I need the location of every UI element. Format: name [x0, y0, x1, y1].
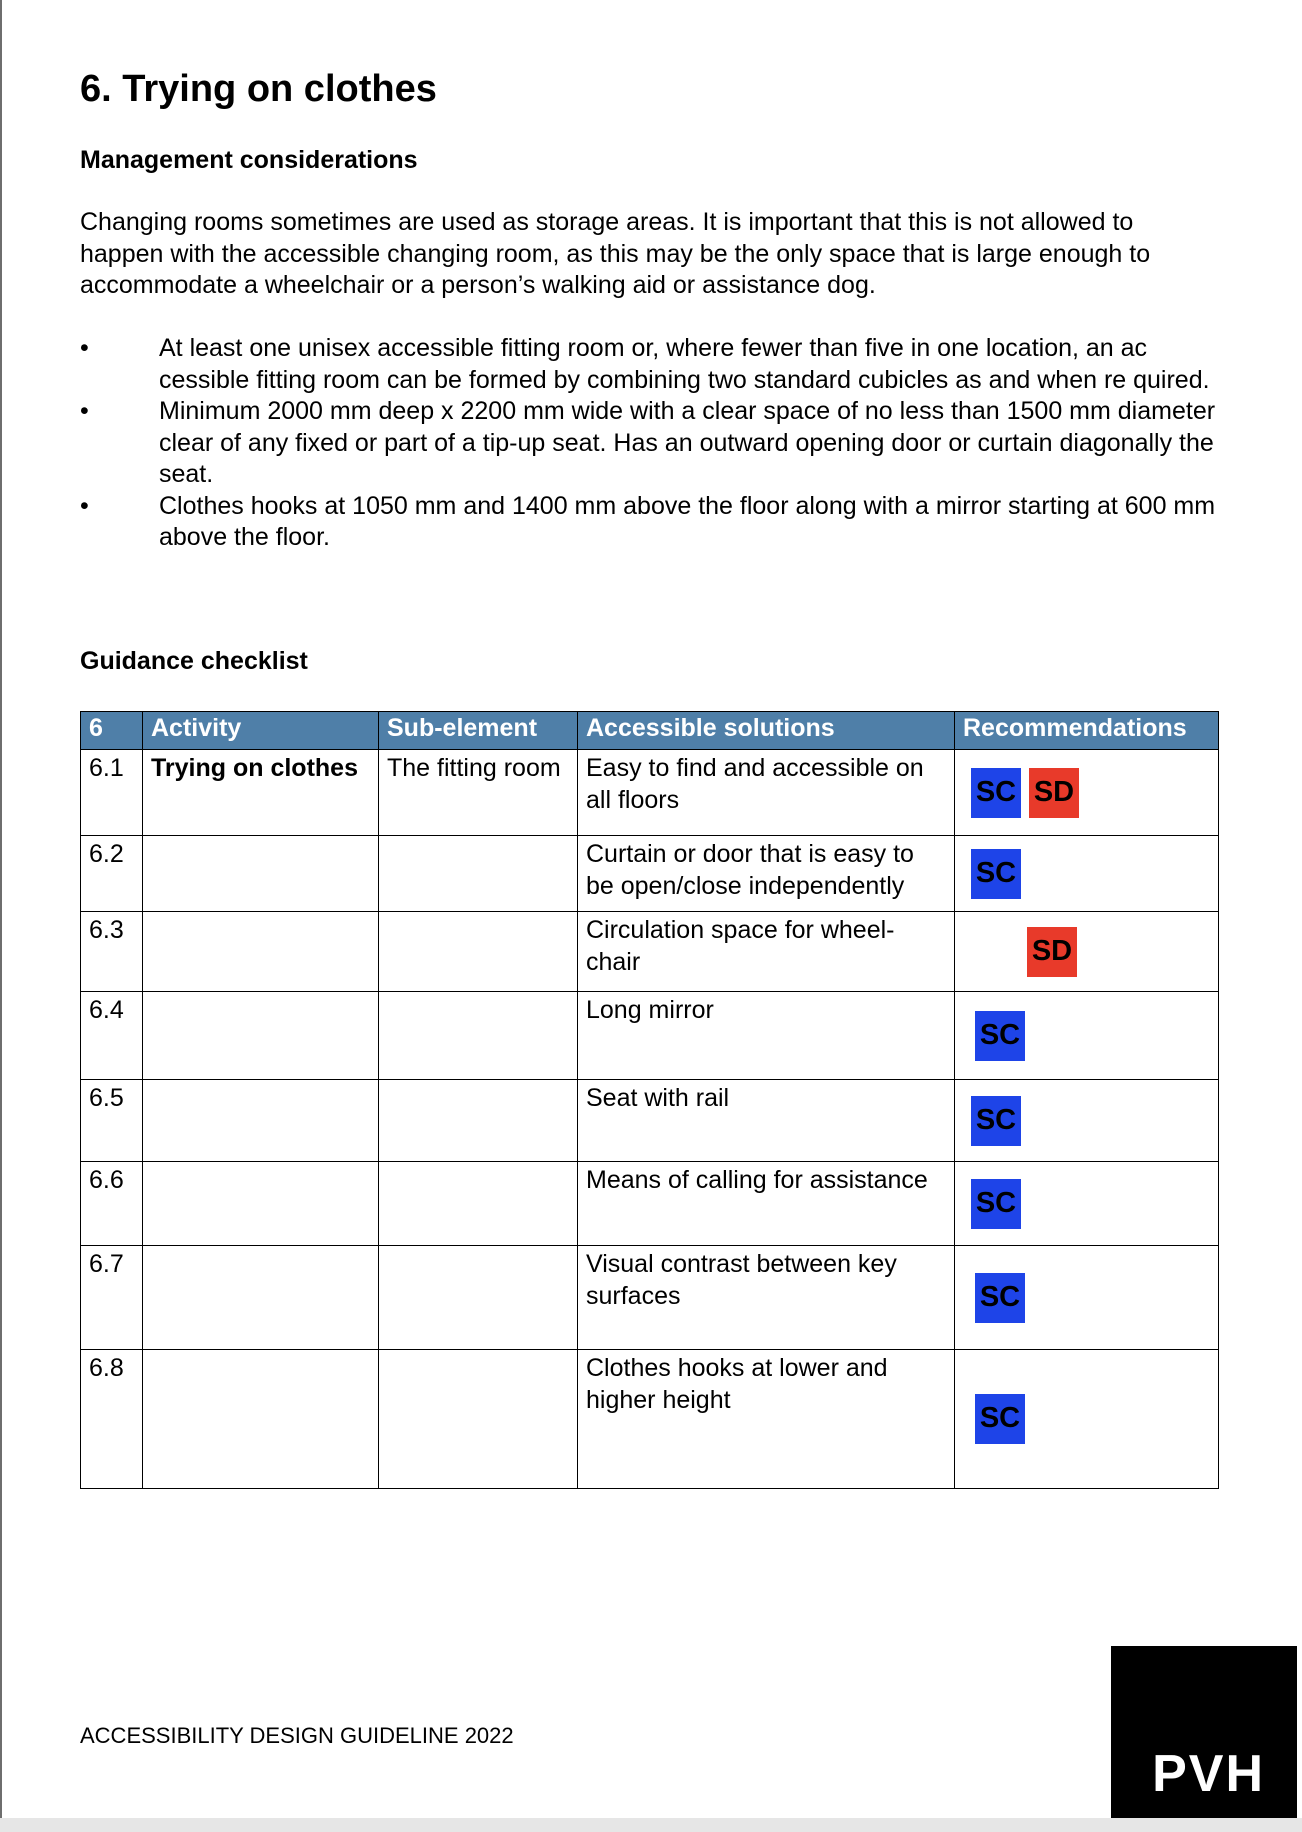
activity-cell	[143, 836, 379, 912]
recommendations-cell	[955, 1246, 1219, 1350]
row-number: 6.8	[81, 1350, 143, 1489]
page-bottom-edge	[0, 1818, 1302, 1832]
table-row	[81, 1080, 1219, 1162]
column-header: Recommendations	[955, 712, 1219, 750]
solution-cell: Circulation space for wheel-chair	[578, 912, 955, 992]
row-number: 6.2	[81, 836, 143, 912]
bullet-item	[80, 491, 1220, 554]
row-number: 6.7	[81, 1246, 143, 1350]
solution-cell: Seat with rail	[578, 1080, 955, 1162]
solution-cell: Curtain or door that is easy to be open/close independently	[578, 836, 955, 912]
bullet-icon: •	[80, 334, 89, 362]
column-header: Activity	[143, 712, 379, 750]
table-row	[81, 836, 1219, 912]
sc-badge: SC	[975, 1011, 1025, 1061]
pvh-logo	[1111, 1646, 1297, 1832]
solution-cell: Long mirror	[578, 992, 955, 1080]
sc-badge: SC	[971, 849, 1021, 899]
management-heading: Management considerations	[80, 146, 418, 174]
bullet-item	[80, 333, 1220, 396]
sd-badge: SD	[1029, 768, 1079, 818]
activity-cell	[143, 1080, 379, 1162]
logo-text: PVH	[1152, 1745, 1265, 1803]
solution-cell: Clothes hooks at lower and higher height	[578, 1350, 955, 1489]
guidance-heading: Guidance checklist	[80, 647, 308, 675]
recommendations-cell	[955, 836, 1219, 912]
sc-badge: SC	[971, 1096, 1021, 1146]
table-row	[81, 750, 1219, 836]
recommendations-cell	[955, 1350, 1219, 1489]
activity-cell	[143, 1246, 379, 1350]
row-number: 6.6	[81, 1162, 143, 1246]
recommendations-cell	[955, 750, 1219, 836]
sub-element-cell	[379, 836, 578, 912]
sub-element-cell	[379, 1162, 578, 1246]
activity-cell	[143, 992, 379, 1080]
activity-cell	[143, 1162, 379, 1246]
management-paragraph: Changing rooms sometimes are used as storage areas. It is important that this is not allowed to happen with the accessible changing room, as this may be the only space that is large enough to accommodate a wheelchair or a person’s walking aid or assistance dog.	[80, 208, 1151, 299]
sub-element-cell	[379, 1080, 578, 1162]
page-title: 6. Trying on clothes	[80, 68, 437, 110]
management-bullet-list	[80, 333, 1220, 554]
bullet-text: Minimum 2000 mm deep x 2200 mm wide with a clear space of no less than 1500 mm diameter clear of any fixed or part of a tip-up seat. Has an outward opening door or curtain diagonally the seat.	[159, 397, 1216, 488]
sc-badge: SC	[971, 768, 1021, 818]
sub-element-cell	[379, 1350, 578, 1489]
table-row	[81, 912, 1219, 992]
table-row	[81, 992, 1219, 1080]
recommendations-cell	[955, 912, 1219, 992]
sd-badge: SD	[1027, 927, 1077, 977]
row-number: 6.1	[81, 750, 143, 836]
guidance-checklist-table	[80, 711, 1219, 1489]
table-header-row	[81, 712, 1219, 750]
table-row	[81, 1350, 1219, 1489]
row-number: 6.4	[81, 992, 143, 1080]
solution-cell: Easy to find and accessible on all floors	[578, 750, 955, 836]
sub-element-cell	[379, 912, 578, 992]
sc-badge: SC	[975, 1394, 1025, 1444]
row-number: 6.3	[81, 912, 143, 992]
table-row	[81, 1246, 1219, 1350]
activity-cell	[143, 912, 379, 992]
bullet-item	[80, 396, 1220, 491]
column-header: Accessible solutions	[578, 712, 955, 750]
activity-cell: Trying on clothes	[143, 750, 379, 836]
recommendations-cell	[955, 992, 1219, 1080]
bullet-icon: •	[80, 491, 89, 520]
sub-element-cell: The fitting room	[379, 750, 578, 836]
column-header: Sub-element	[379, 712, 578, 750]
recommendations-cell	[955, 1162, 1219, 1246]
column-header: 6	[81, 712, 143, 750]
recommendations-cell	[955, 1080, 1219, 1162]
solution-cell: Means of calling for assistance	[578, 1162, 955, 1246]
sub-element-cell	[379, 1246, 578, 1350]
table-row	[81, 1162, 1219, 1246]
table-body	[81, 750, 1219, 1489]
bullet-text: At least one unisex accessible fitting room or, where fewer than five in one location, an ac cessible fitting room can be formed by combining two standard cubicles as and when re quired.	[159, 334, 1210, 394]
footer-text: ACCESSIBILITY DESIGN GUIDELINE 2022	[80, 1723, 514, 1748]
sc-badge: SC	[971, 1179, 1021, 1229]
sub-element-cell	[379, 992, 578, 1080]
solution-cell: Visual contrast between key surfaces	[578, 1246, 955, 1350]
sc-badge: SC	[975, 1273, 1025, 1323]
page-edge	[0, 0, 2, 1832]
bullet-text: Clothes hooks at 1050 mm and 1400 mm above the floor along with a mirror starting at 600 mm above the floor.	[159, 491, 1216, 551]
activity-cell	[143, 1350, 379, 1489]
bullet-icon: •	[80, 397, 89, 425]
row-number: 6.5	[81, 1080, 143, 1162]
